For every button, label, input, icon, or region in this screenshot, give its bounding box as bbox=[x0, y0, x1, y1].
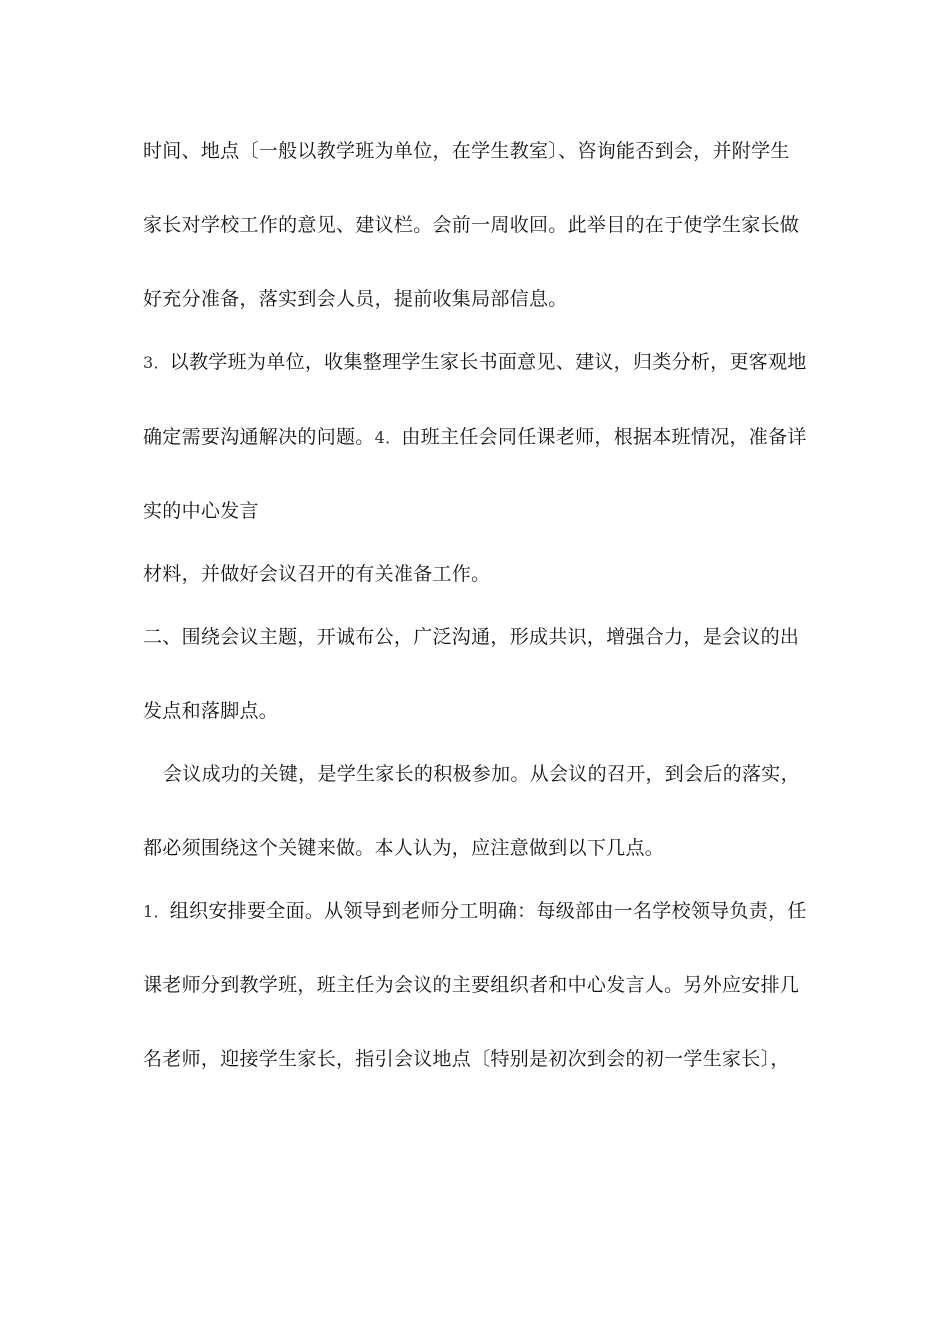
line-text: 都必须围绕这个关键来做。本人认为，应注意做到以下几点。 bbox=[143, 837, 665, 859]
line-text: 名老师，迎接学生家长，指引会议地点〔特别是初次到会的初一学生家长〕， bbox=[143, 1048, 790, 1070]
line-text: 二、围绕会议主题，开诚布公，广泛沟通，形成共识，增强合力，是会议的出 bbox=[143, 626, 800, 648]
line-text: 会议成功的关键，是学生家长的积极参加。从会议的召开，到会后的落实， bbox=[163, 763, 800, 785]
text-line bbox=[143, 139, 790, 163]
list-number: 4． bbox=[374, 428, 402, 447]
text-line bbox=[143, 425, 807, 450]
line-text: 材料，并做好会议召开的有关准备工作。 bbox=[143, 563, 491, 585]
line-text: 发点和落脚点。 bbox=[143, 700, 279, 722]
text-line bbox=[143, 973, 799, 997]
line-text: 家长对学校工作的意见、建议栏。会前一周收回。此举目的在于使学生家长做 bbox=[143, 214, 800, 236]
line-text: 实的中心发言 bbox=[143, 500, 259, 522]
text-line bbox=[143, 899, 807, 924]
line-text: 由班主任会同任课老师，根据本班情况，准备详 bbox=[401, 426, 807, 448]
text-line bbox=[143, 836, 664, 860]
line-text: 以教学班为单位，收集整理学生家长书面意见、建议，归类分析，更客观地 bbox=[169, 351, 807, 373]
line-text: 确定需要沟通解决的问题。 bbox=[143, 426, 375, 448]
list-number: 3． bbox=[143, 353, 170, 372]
line-text: 课老师分到教学班，班主任为会议的主要组织者和中心发言人。另外应安排几 bbox=[143, 974, 800, 996]
list-number: 1． bbox=[143, 902, 170, 921]
text-line bbox=[143, 699, 278, 723]
line-text: 组织安排要全面。从领导到老师分工明确：每级部由一名学校领导负责，任 bbox=[169, 900, 807, 922]
text-line bbox=[143, 499, 259, 523]
text-line bbox=[143, 1047, 790, 1071]
text-line bbox=[143, 213, 799, 237]
line-text: 好充分准备，落实到会人员，提前收集局部信息。 bbox=[143, 288, 568, 310]
text-line bbox=[143, 350, 807, 375]
line-text: 时间、地点〔一般以教学班为单位，在学生教室〕、咨询能否到会，并附学生 bbox=[143, 140, 790, 162]
text-line bbox=[143, 562, 490, 586]
section-heading bbox=[143, 625, 799, 649]
text-line bbox=[163, 762, 800, 786]
text-line bbox=[143, 287, 568, 311]
